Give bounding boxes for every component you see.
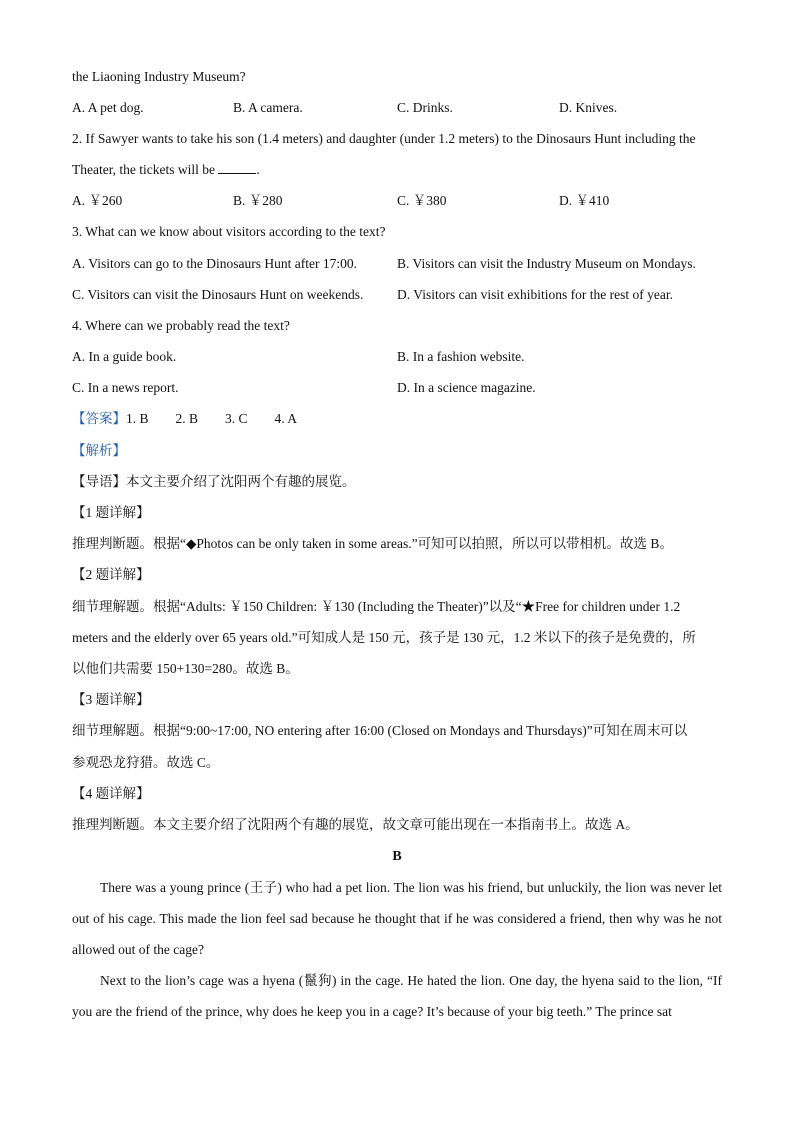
q4-option-c: C. In a news report. [72,380,179,395]
detail-4-text: 推理判断题。本文主要介绍了沈阳两个有趣的展览，故文章可能出现在一本指南书上。故选 A。 [72,817,639,832]
detail-1-text: 推理判断题。根据“◆Photos can be only taken in some areas.”可知可以拍照，所以可以带相机。故选 B。 [72,536,673,551]
q2-option-a: A. ￥260 [72,193,123,208]
answer-line [72,410,297,428]
q4-option-d: D. In a science magazine. [397,380,536,395]
q4-stem: 4. Where can we probably read the text? [72,318,290,333]
q2-option-c: C. ￥380 [397,193,447,208]
q3-option-c: C. Visitors can visit the Dinosaurs Hunt on weekends. [72,287,364,302]
detail-3-heading: 【3 题详解】 [72,692,150,707]
q3-stem: 3. What can we know about visitors according to the text? [72,224,386,239]
q1-option-b: B. A camera. [233,100,303,115]
q3-option-b: B. Visitors can visit the Industry Museum on Mondays. [397,256,696,271]
q3-option-d: D. Visitors can visit exhibitions for the rest of year. [397,287,674,302]
detail-2-line3: 以他们共需要 150+130=280。故选 B。 [72,661,299,676]
detail-4-heading: 【4 题详解】 [72,786,150,801]
passage-paragraph-2: Next to the lion’s cage was a hyena (鬣狗) in the cage. He hated the lion. One day, the hyena said to the lion, “If you are the friend of the prince, why does he keep you in a cage? It’s because of your big teeth.” The prince sat [72,973,722,1019]
answer-blank [218,161,256,174]
section-b-heading: B [392,849,402,864]
q2-stem-line1: 2. If Sawyer wants to take his son (1.4 meters) and daughter (under 1.2 meters) to the Dinosaurs Hunt including the [72,131,696,146]
answer-tag: 【答案】 [72,411,126,426]
passage-paragraph-1: There was a young prince (王子) who had a pet lion. The lion was his friend, but unluckily, the lion was never let out of his cage. This made the lion feel sad because he thought that if he was considered a friend, then why was he not allowed out of the cage? [72,880,722,957]
answer-values: 1. B 2. B 3. C 4. A [126,411,298,426]
q3-option-a: A. Visitors can go to the Dinosaurs Hunt after 17:00. [72,256,358,271]
guide-text: 本文主要介绍了沈阳两个有趣的展览。 [126,474,356,489]
detail-1-heading: 【1 题详解】 [72,505,150,520]
q2-stem-line2 [72,161,260,179]
q4-option-a: A. In a guide book. [72,349,177,364]
q2-stem-end: . [256,162,260,177]
q2-option-b: B. ￥280 [233,193,283,208]
q2-stem-text: Theater, the tickets will be [72,162,216,177]
analysis-tag: 【解析】 [72,443,126,458]
detail-2-line1: 细节理解题。根据“Adults: ￥150 Children: ￥130 (Including the Theater)”以及“★Free for children under 1.2 [72,599,681,614]
guide-tag: 【导语】 [72,474,126,489]
detail-2-line2: meters and the elderly over 65 years old.”可知成人是 150 元，孩子是 130 元，1.2 米以下的孩子是免费的，所 [72,630,696,645]
q1-option-c: C. Drinks. [397,100,453,115]
q1-stem-tail: the Liaoning Industry Museum? [72,69,246,84]
q1-option-a: A. A pet dog. [72,100,144,115]
q2-option-d: D. ￥410 [559,193,610,208]
detail-2-heading: 【2 题详解】 [72,567,150,582]
guide-line [72,473,356,491]
q4-option-b: B. In a fashion website. [397,349,525,364]
detail-3-line1: 细节理解题。根据“9:00~17:00, NO entering after 16:00 (Closed on Mondays and Thursdays)”可知在周末可以 [72,723,688,738]
detail-3-line2: 参观恐龙狩猎。故选 C。 [72,755,220,770]
q1-option-d: D. Knives. [559,100,618,115]
